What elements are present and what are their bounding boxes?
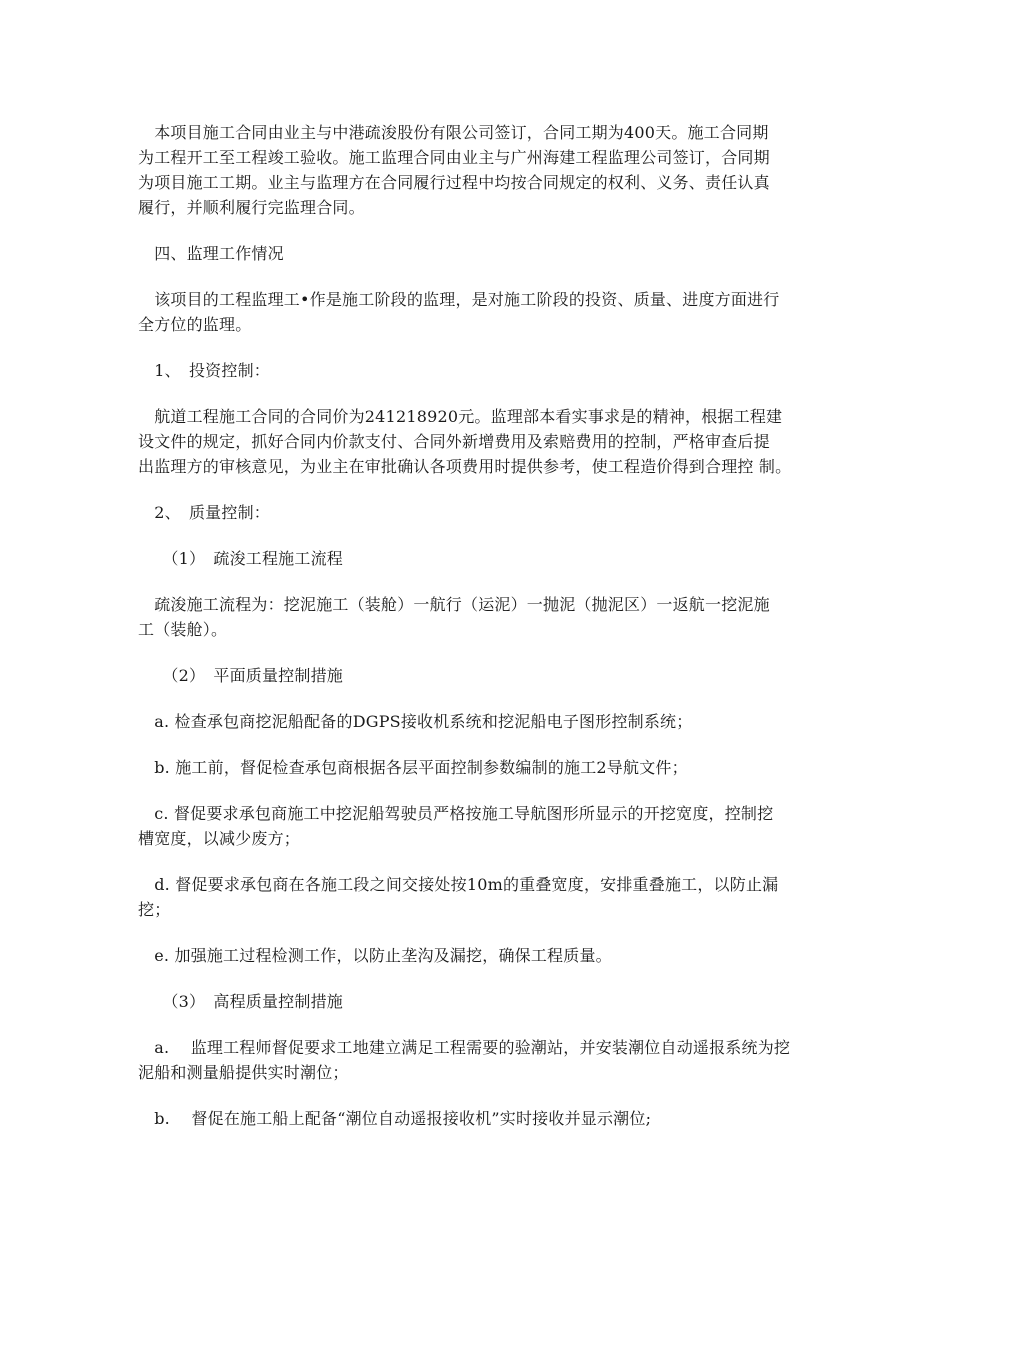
text-line: a. 监理工程师督促要求工地建立满足工程需要的验潮站，并安装潮位自动遥报系统为挖	[138, 1038, 791, 1057]
list-item-elevation-b	[138, 1106, 878, 1131]
text-line: （2） 平面质量控制措施	[138, 666, 343, 685]
subheading-dredging-process	[138, 546, 878, 571]
paragraph-contract-overview	[138, 120, 878, 220]
list-item-elevation-a	[138, 1035, 878, 1085]
text-line: 疏浚施工流程为：挖泥施工（装舱）一航行（运泥）一抛泥（抛泥区）一返航一挖泥施	[138, 595, 770, 614]
text-line: 槽宽度，以减少废方；	[138, 829, 301, 848]
heading-investment-control	[138, 358, 878, 383]
list-item-plane-b	[138, 755, 878, 780]
text-line: 工（装舱）。	[138, 620, 228, 639]
heading-quality-control	[138, 500, 878, 525]
text-line: 泥船和测量船提供实时潮位；	[138, 1063, 349, 1082]
text-line: b. 督促在施工船上配备“潮位自动遥报接收机”实时接收并显示潮位;	[138, 1109, 652, 1128]
list-item-plane-a	[138, 709, 878, 734]
text-line: 为工程开工至工程竣工验收。施工监理合同由业主与广州海建工程监理公司签订，合同期	[138, 148, 770, 167]
text-line: （3） 高程质量控制措施	[138, 992, 343, 1011]
section-heading-supervision	[138, 241, 878, 266]
text-line: 航道工程施工合同的合同价为241218920元。监理部本看实事求是的精神，根据工程建	[138, 407, 783, 426]
text-line: 该项目的工程监理工•作是施工阶段的监理，是对施工阶段的投资、质量、进度方面进行	[138, 290, 780, 309]
text-line: b. 施工前，督促检查承包商根据各层平面控制参数编制的施工2导航文件；	[138, 758, 688, 777]
text-line: （1） 疏浚工程施工流程	[138, 549, 343, 568]
text-line: d. 督促要求承包商在各施工段之间交接处按10m的重叠宽度，安排重叠施工，以防止漏	[138, 875, 779, 894]
text-line: 四、监理工作情况	[138, 244, 284, 263]
text-line: 全方位的监理。	[138, 315, 252, 334]
list-item-plane-c	[138, 801, 878, 851]
text-line: a. 检查承包商挖泥船配备的DGPS接收机系统和挖泥船电子图形控制系统；	[138, 712, 693, 731]
text-line: e. 加强施工过程检测工作，以防止垄沟及漏挖，确保工程质量。	[138, 946, 612, 965]
text-line: 履行，并顺利履行完监理合同。	[138, 198, 365, 217]
paragraph-supervision-scope	[138, 287, 878, 337]
text-line: c. 督促要求承包商施工中挖泥船驾驶员严格按施工导航图形所显示的开挖宽度，控制挖	[138, 804, 774, 823]
subheading-plane-quality	[138, 663, 878, 688]
paragraph-dredging-process	[138, 592, 878, 642]
text-line: 挖；	[138, 900, 171, 919]
paragraph-investment-control	[138, 404, 878, 479]
text-line: 设文件的规定，抓好合同内价款支付、合同外新增费用及索赔费用的控制，严格审查后提	[138, 432, 770, 451]
list-item-plane-e	[138, 943, 878, 968]
text-line: 本项目施工合同由业主与中港疏浚股份有限公司签订，合同工期为400天。施工合同期	[138, 123, 769, 142]
document-body	[138, 120, 878, 1131]
text-line: 2、 质量控制：	[138, 503, 270, 522]
subheading-elevation-quality	[138, 989, 878, 1014]
text-line: 为项目施工工期。业主与监理方在合同履行过程中均按合同规定的权利、义务、责任认真	[138, 173, 770, 192]
list-item-plane-d	[138, 872, 878, 922]
text-line: 出监理方的审核意见，为业主在审批确认各项费用时提供参考，使工程造价得到合理控 制。	[138, 457, 792, 476]
text-line: 1、 投资控制：	[138, 361, 270, 380]
